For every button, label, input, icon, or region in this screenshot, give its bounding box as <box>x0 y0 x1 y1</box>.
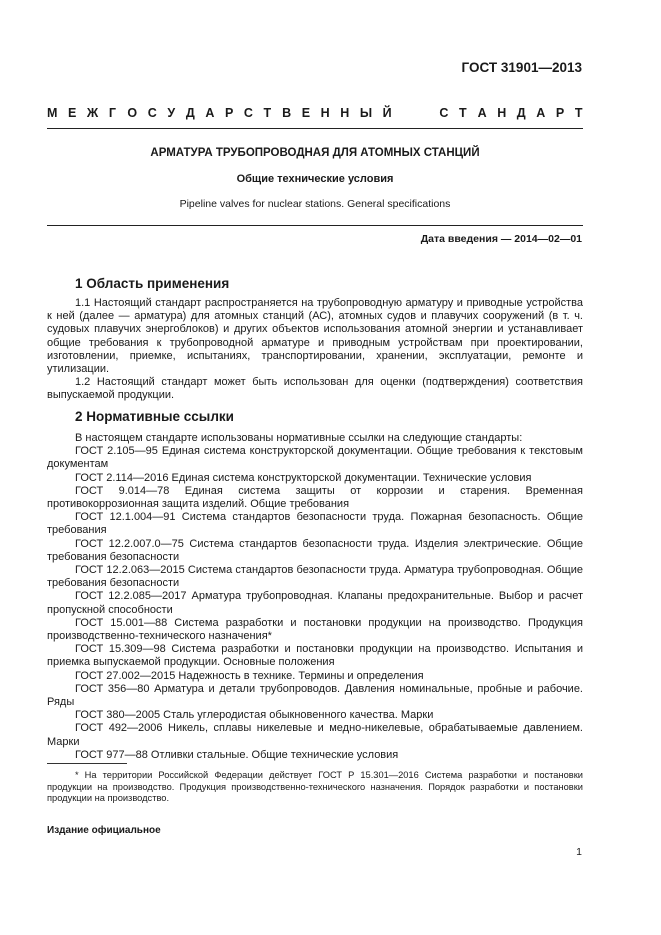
interstate-letter: С <box>439 106 449 120</box>
interstate-standard-heading <box>47 106 583 120</box>
interstate-letter: Д <box>516 106 526 120</box>
interstate-letter: Ы <box>359 106 373 120</box>
interstate-letter: Ж <box>86 106 99 120</box>
interstate-letter: М <box>47 106 58 120</box>
interstate-letter: Е <box>68 106 77 120</box>
interstate-letter: Й <box>382 106 392 120</box>
interstate-letter: Н <box>320 106 330 120</box>
footnote-rule <box>47 763 127 764</box>
standard-subtitle: Общие технические условия <box>236 173 394 185</box>
interstate-letter: Р <box>555 106 565 120</box>
footnote: * На территории Российской Федерации действует ГОСТ Р 15.301—2016 Система разработки и постановки продукции на производство. Продукция производственно-технического назначения. Порядок разработки и постановки продукции на производство. <box>47 770 583 804</box>
introduction-date: Дата введения — 2014—02—01 <box>420 233 582 245</box>
reference-item: ГОСТ 356—80 Арматура и детали трубопроводов. Давления номинальные, пробные и рабочие. Ряды <box>47 682 583 709</box>
reference-item: ГОСТ 380—2005 Сталь углеродистая обыкновенного качества. Марки <box>75 709 434 722</box>
reference-item: ГОСТ 2.114—2016 Единая система конструкторской документации. Технические условия <box>75 471 532 484</box>
reference-item: ГОСТ 977—88 Отливки стальные. Общие технические условия <box>75 748 399 761</box>
reference-item: ГОСТ 15.001—88 Система разработки и постановки продукции на производство. Продукция производственно-технического назначения* <box>47 616 583 643</box>
reference-list <box>47 445 583 762</box>
interstate-letter <box>421 106 429 120</box>
interstate-letter: В <box>282 106 292 120</box>
title-rule <box>47 225 583 226</box>
interstate-letter: А <box>477 106 487 120</box>
interstate-letter: А <box>536 106 546 120</box>
reference-item: ГОСТ 492—2006 Никель, сплавы никелевые и медно-никелевые, обрабатываемые давлением. Марки <box>47 722 583 748</box>
reference-item: ГОСТ 12.2.063—2015 Система стандартов безопасности труда. Арматура трубопроводная. Общие требования безопасности <box>47 564 583 590</box>
reference-item: ГОСТ 12.2.085—2017 Арматура трубопроводная. Клапаны предохранительные. Выбор и расчет пропускной способности <box>47 590 583 616</box>
official-edition-label: Издание официальное <box>47 825 161 836</box>
section-2-heading: 2 Нормативные ссылки <box>75 409 234 424</box>
interstate-letter: Г <box>108 106 116 120</box>
standard-title: АРМАТУРА ТРУБОПРОВОДНАЯ ДЛЯ АТОМНЫХ СТАНЦИЙ <box>150 147 480 159</box>
interstate-letter: С <box>147 106 157 120</box>
interstate-letter: Т <box>263 106 272 120</box>
interstate-letter: Т <box>574 106 583 120</box>
reference-item: ГОСТ 9.014—78 Единая система защиты от коррозии и старения. Временная противокоррозионная защита изделий. Общие требования <box>47 484 583 511</box>
reference-item: ГОСТ 12.1.004—91 Система стандартов безопасности труда. Пожарная безопасность. Общие требования <box>47 511 583 537</box>
section-2-body <box>47 432 583 762</box>
document-code: ГОСТ 31901—2013 <box>461 60 582 75</box>
interstate-letter: Н <box>340 106 350 120</box>
reference-item: ГОСТ 15.309—98 Система разработки и постановки продукции на производство. Испытания и приемка выпускаемой продукции. Основные положения <box>47 643 583 669</box>
paragraph-1-2: 1.2 Настоящий стандарт может быть использован для оценки (подтверждения) соответствия выпускаемой продукции. <box>47 376 583 402</box>
reference-item: ГОСТ 2.105—95 Единая система конструкторской документации. Общие требования к текстовым документам <box>47 445 583 471</box>
interstate-letter: У <box>167 106 176 120</box>
interstate-letter: Н <box>497 106 507 120</box>
interstate-letter: Т <box>459 106 467 120</box>
page-number: 1 <box>576 846 582 858</box>
paragraph-1-1: 1.1 Настоящий стандарт распространяется на трубопроводную арматуру и приводные устройства к ней (далее — арматура) для атомных станций (АС), атомных судов и плавучих сооружений (в т. ч. судовых плавучих энергоблоков) и других объектов использования атомной энергии и устанавливает общие требования к трубопроводной арматуре и приводным устройствам при проектировании, изготовлении, приемке, испытаниях, транспортировании, хранении, эксплуатации, ремонте и утилизации. <box>47 297 583 376</box>
interstate-letter: О <box>127 106 138 120</box>
interstate-letter: Р <box>224 106 234 120</box>
interstate-letter <box>402 106 410 120</box>
reference-item: ГОСТ 12.2.007.0—75 Система стандартов безопасности труда. Изделия электрические. Общие требования безопасности <box>47 537 583 563</box>
interstate-letter: Д <box>185 106 195 120</box>
interstate-letter: Е <box>301 106 311 120</box>
section-1-heading: 1 Область применения <box>75 276 230 291</box>
interstate-letter: А <box>205 106 215 120</box>
section-1-body <box>47 297 583 403</box>
references-intro: В настоящем стандарте использованы нормативные ссылки на следующие стандарты: <box>75 432 523 444</box>
top-rule <box>47 128 583 129</box>
interstate-letter: С <box>243 106 253 120</box>
reference-item: ГОСТ 27.002—2015 Надежность в технике. Термины и определения <box>75 669 424 682</box>
english-title: Pipeline valves for nuclear stations. General specifications <box>179 198 451 210</box>
